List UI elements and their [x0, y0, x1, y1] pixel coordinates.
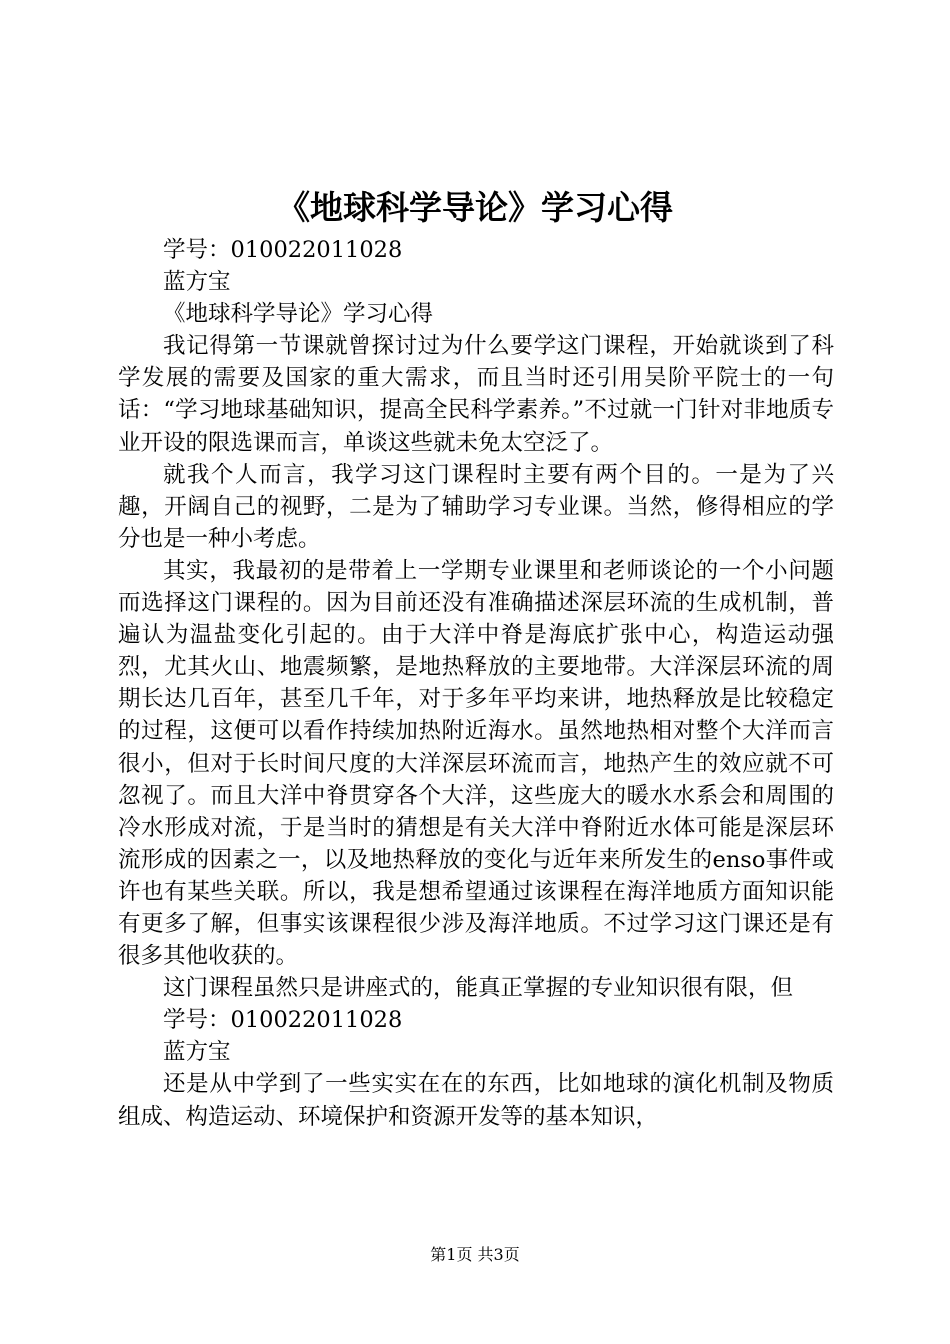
document-title: 《地球科学导论》学习心得	[277, 188, 673, 227]
document-body	[118, 234, 834, 1133]
student-id-line: 学号：010022011028	[163, 1007, 403, 1034]
paragraph: 其实，我最初的是带着上一学期专业课里和老师谈论的一个小问题而选择这门课程的。因为目前还没有准确描述深层环流的生成机制，普遍认为温盐变化引起的。由于大洋中脊是海底扩张中心，构造运动强烈，尤其火山、地震频繁，是地热释放的主要地带。大洋深层环流的周期长达几百年，甚至几千年，对于多年平均来讲，地热释放是比较稳定的过程，这便可以看作持续加热附近海水。虽然地热相对整个大洋而言很小，但对于长时间尺度的大洋深层环流而言，地热产生的效应就不可忽视了。而且大洋中脊贯穿各个大洋，这些庞大的暖水水系会和周围的冷水形成对流，于是当时的猜想是有关大洋中脊附近水体可能是深层环流形成的因素之一，以及地热释放的变化与近年来所发生的enso事件或许也有某些关联。所以，我是想希望通过该课程在海洋地质方面知识能有更多了解，但事实该课程很少涉及海洋地质。不过学习这门课还是有很多其他收获的。	[118, 557, 834, 970]
author-name-line: 蓝方宝	[163, 1039, 231, 1066]
page-number-footer: 第1页 共3页	[430, 1245, 520, 1264]
paragraph: 这门课程虽然只是讲座式的，能真正掌握的专业知识很有限，但	[163, 975, 794, 1002]
paragraph: 就我个人而言，我学习这门课程时主要有两个目的。一是为了兴趣，开阔自己的视野，二是为了辅助学习专业课。当然，修得相应的学分也是一种小考虑。	[118, 461, 834, 552]
paragraph: 我记得第一节课就曾探讨过为什么要学这门课程，开始就谈到了科学发展的需要及国家的重大需求，而且当时还引用吴阶平院士的一句话：“学习地球基础知识，提高全民科学素养。”不过就一门针对非地质专业开设的限选课而言，单谈这些就未免太空泛了。	[118, 333, 834, 456]
author-name-line: 蓝方宝	[163, 269, 231, 296]
subtitle-line: 《地球科学导论》学习心得	[163, 301, 434, 328]
student-id-line: 学号：010022011028	[163, 237, 403, 263]
paragraph: 还是从中学到了一些实实在在的东西，比如地球的演化机制及物质组成、构造运动、环境保护和资源开发等的基本知识，	[118, 1071, 834, 1130]
